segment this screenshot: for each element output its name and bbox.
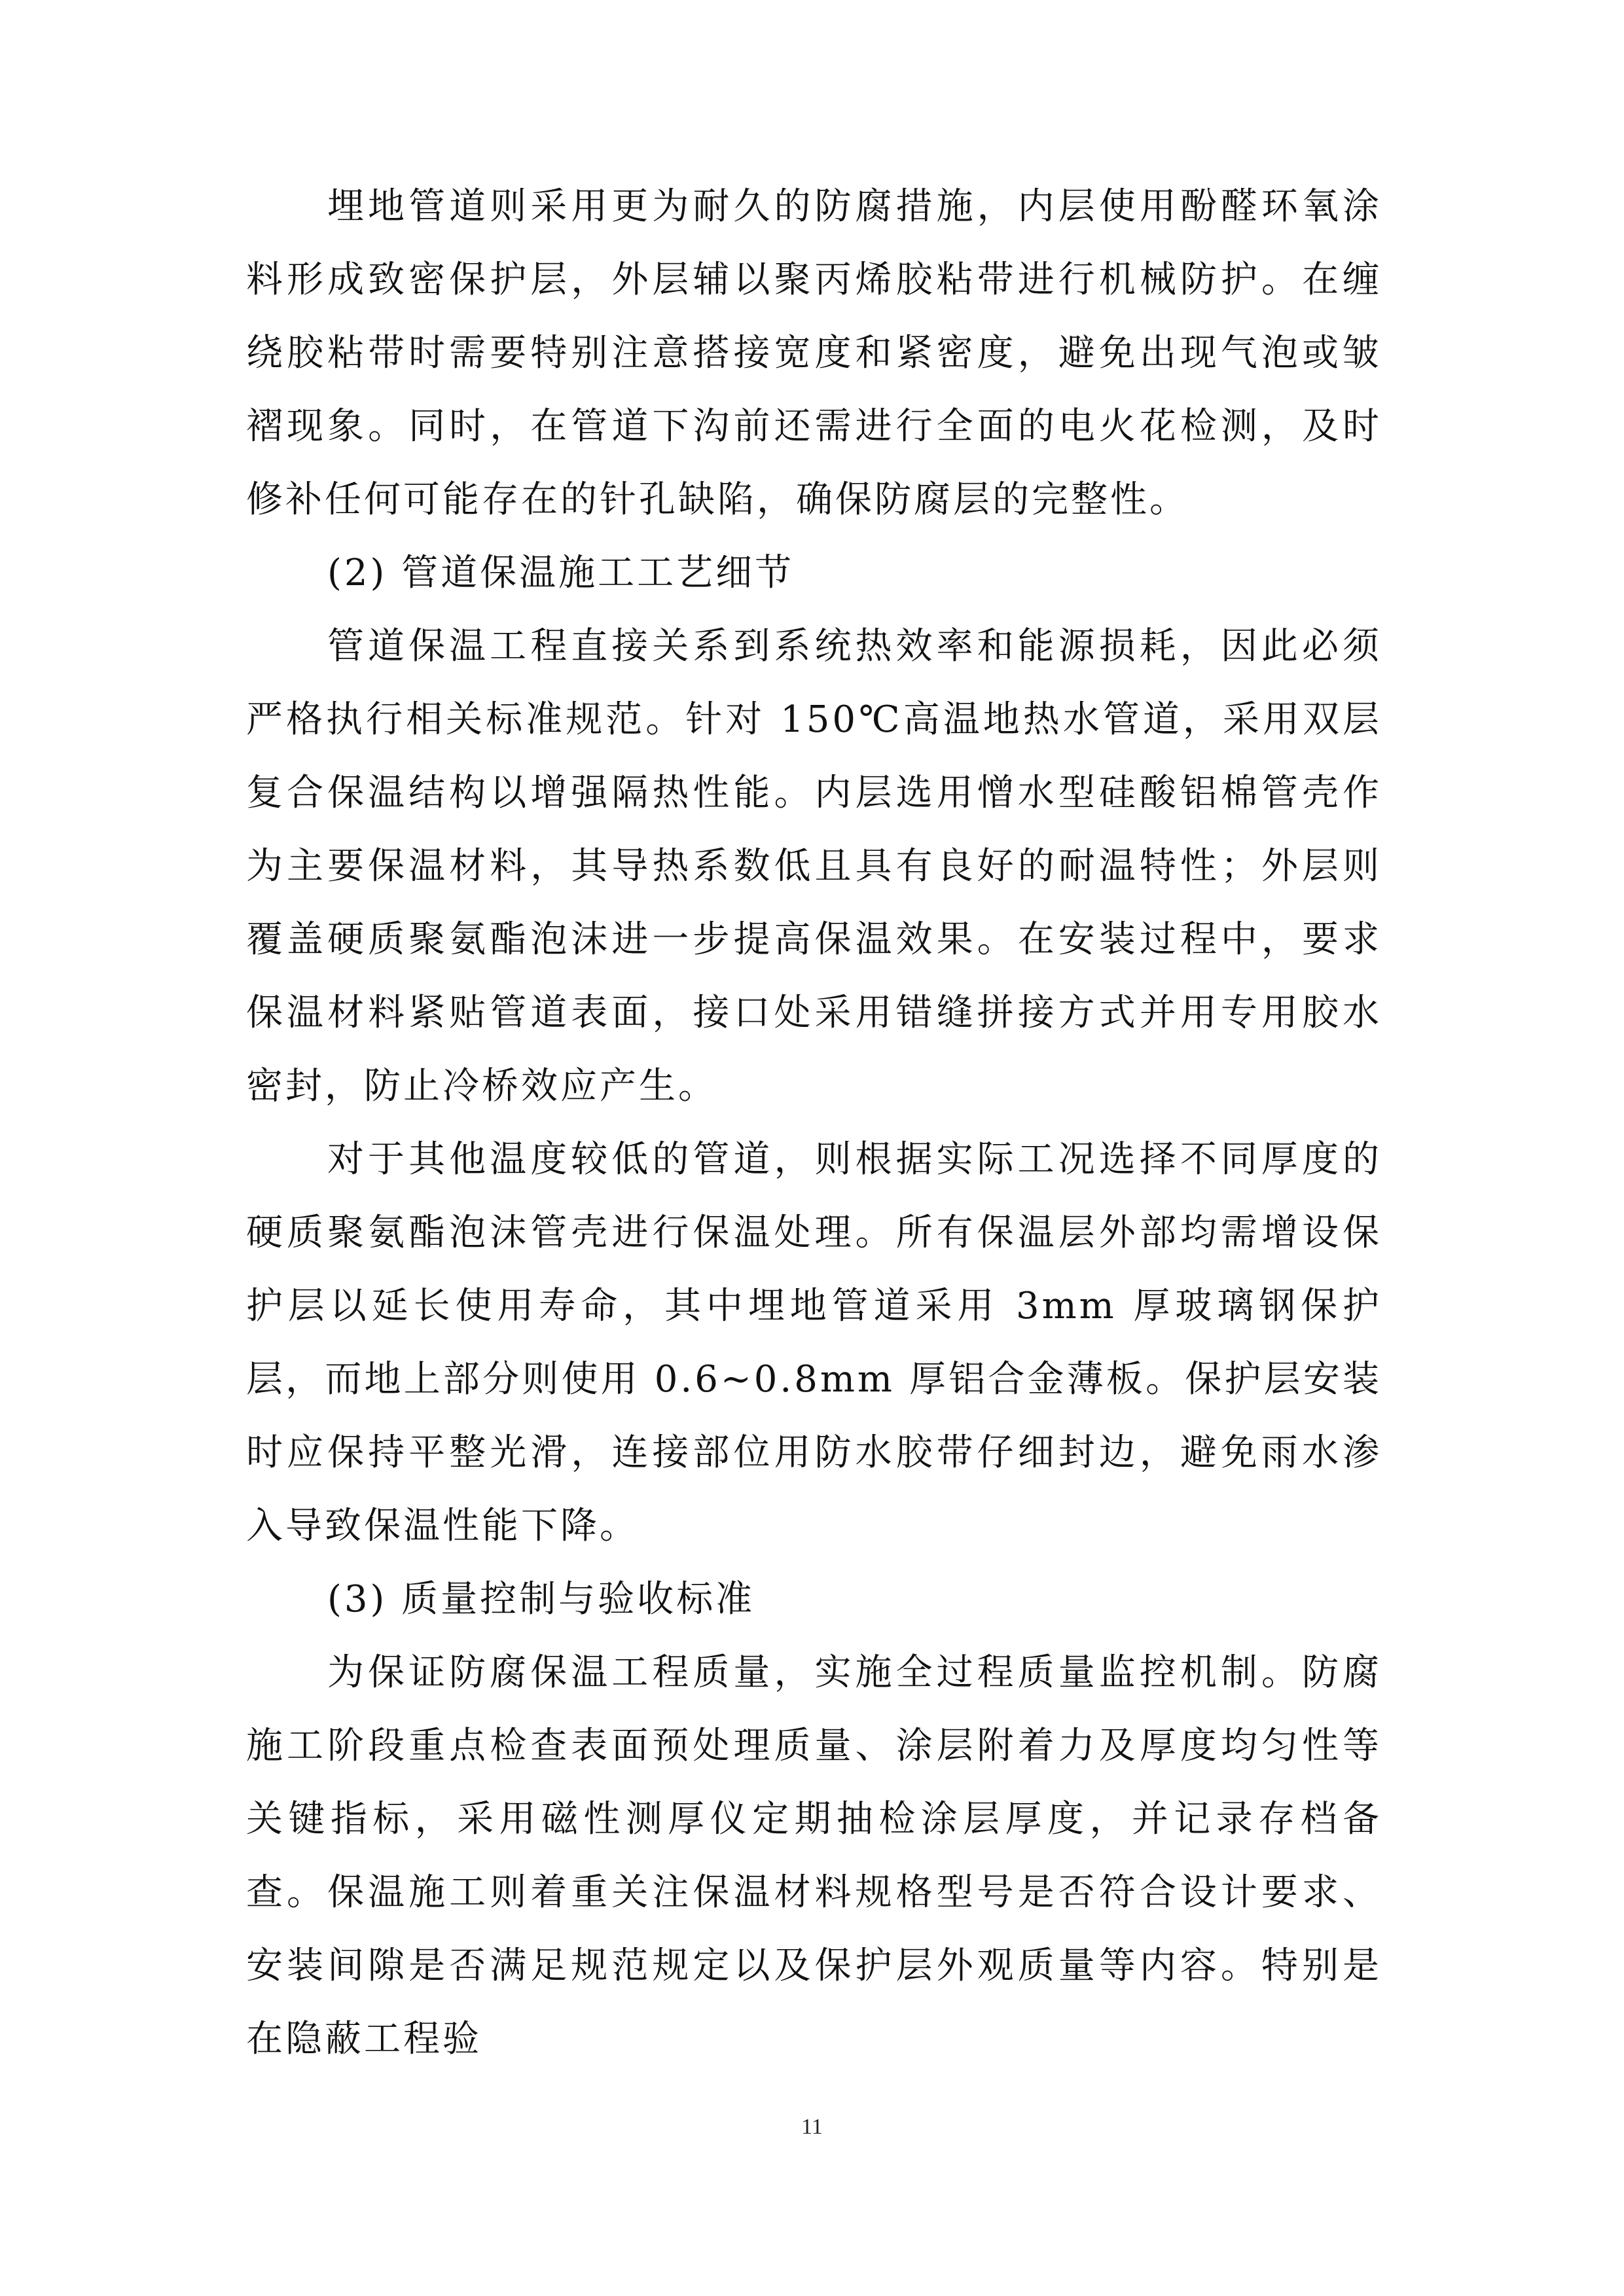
paragraph-insulation-high-temp: 管道保温工程直接关系到系统热效率和能源损耗，因此必须严格执行相关标准规范。针对 150℃高温地热水管道，采用双层复合保温结构以增强隔热性能。内层选用憎水型硅酸铝棉管壳作为主要保温材料，其导热系数低且具有良好的耐温特性；外层则覆盖硬质聚氨酯泡沫进一步提高保温效果。在安装过程中，要求保温材料紧贴管道表面，接口处采用错缝拼接方式并用专用胶水密封，防止冷桥效应产生。 [246,625,1382,1107]
section-heading-insulation-process: (2) 管道保温施工工艺细节 [327,552,795,594]
paragraph-insulation-low-temp: 对于其他温度较低的管道，则根据实际工况选择不同厚度的硬质聚氨酯泡沫管壳进行保温处理。所有保温层外部均需增设保护层以延长使用寿命，其中埋地管道采用 3mm 厚玻璃钢保护层，而地上部分则使用 0.6~0.8mm 厚铝合金薄板。保护层安装时应保持平整光滑，连接部位用防水胶带仔细封边，避免雨水渗入导致保温性能下降。 [246,1138,1382,1547]
page-body [246,170,1382,2076]
paragraph-quality-monitoring: 为保证防腐保温工程质量，实施全过程质量监控机制。防腐施工阶段重点检查表面预处理质量、涂层附着力及厚度均匀性等关键指标，采用磁性测厚仪定期抽检涂层厚度，并记录存档备查。保温施工则着重关注保温材料规格型号是否符合设计要求、安装间隙是否满足规范规定以及保护层外观质量等内容。特别是在隐蔽工程验 [246,1651,1382,2060]
section-heading-quality-control: (3) 质量控制与验收标准 [327,1578,755,1621]
paragraph-buried-pipe-anticorrosion: 埋地管道则采用更为耐久的防腐措施，内层使用酚醛环氧涂料形成致密保护层，外层辅以聚丙烯胶粘带进行机械防护。在缠绕胶粘带时需要特别注意搭接宽度和紧密度，避免出现气泡或皱褶现象。同时，在管道下沟前还需进行全面的电火花检测，及时修补任何可能存在的针孔缺陷，确保防腐层的完整性。 [246,185,1382,521]
page-number: 11 [801,2115,823,2139]
